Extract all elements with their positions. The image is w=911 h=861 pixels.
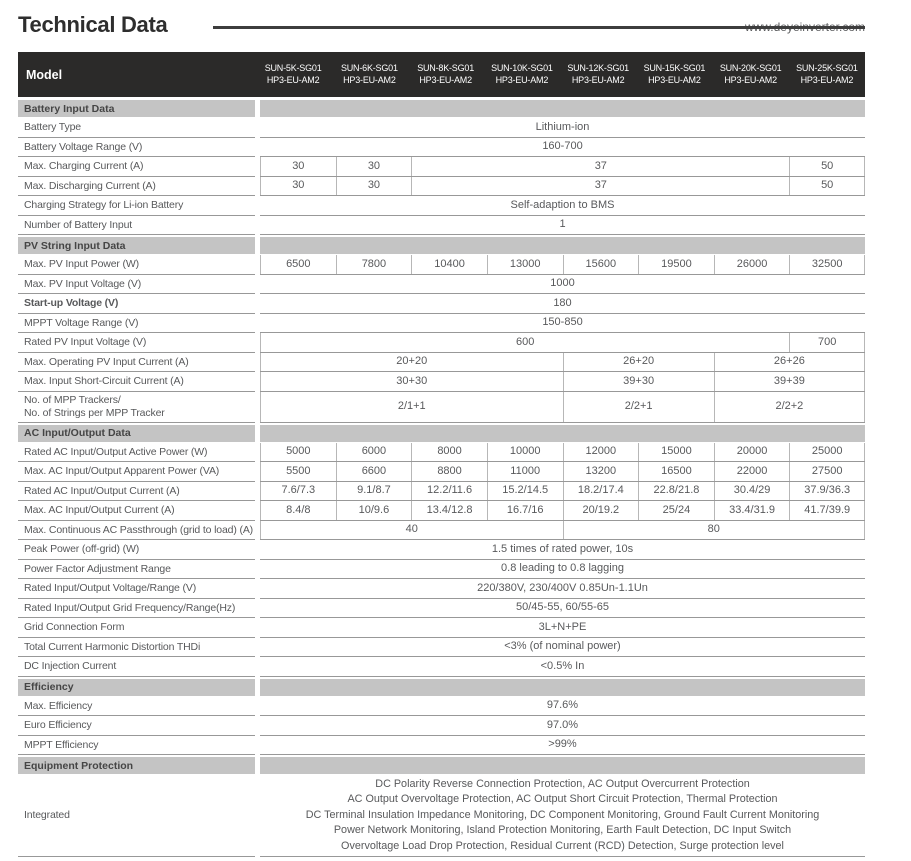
spec-cell: 30+30: [260, 372, 563, 391]
row-label-text: Battery Voltage Range (V): [24, 140, 143, 153]
spec-cell: 3L+N+PE: [538, 620, 587, 633]
row-label: [18, 775, 255, 857]
row-values: [260, 697, 865, 717]
protection-line: Overvoltage Load Drop Protection, Residual Current (RCD) Detection, Surge protection level: [341, 839, 784, 852]
spec-row: [18, 482, 865, 502]
spec-row: [18, 138, 865, 158]
spec-cell: 12.2/11.6: [411, 482, 487, 501]
model-column: [484, 52, 560, 97]
row-label: [18, 157, 255, 177]
row-label: [18, 372, 255, 392]
section-header-fill: [260, 425, 865, 442]
model-column: [789, 52, 865, 97]
spec-row: [18, 716, 865, 736]
model-column: [408, 52, 484, 97]
spec-row: [18, 657, 865, 677]
row-label-text: Max. AC Input/Output Apparent Power (VA): [24, 465, 220, 477]
row-values: [260, 482, 865, 502]
row-label: [18, 314, 255, 334]
model-name: HP3-EU-AM2: [571, 74, 625, 85]
section-title: PV String Input Data: [18, 237, 255, 254]
spec-cell: 97.6%: [546, 699, 579, 712]
spec-cell: 2/2+1: [563, 392, 714, 422]
row-values: [260, 599, 865, 619]
spec-cell: 1: [559, 218, 566, 231]
spec-cell: 12000: [563, 443, 639, 462]
spec-row: [18, 521, 865, 541]
spec-cell: 5500: [260, 462, 336, 481]
row-label: [18, 736, 255, 756]
spec-row: [18, 196, 865, 216]
row-label: [18, 579, 255, 599]
spec-cell: 15600: [563, 255, 639, 274]
model-column: [713, 52, 789, 97]
row-label-text: Rated Input/Output Grid Frequency/Range(Hz): [24, 601, 236, 614]
spec-row: [18, 333, 865, 353]
spec-cell: 6600: [336, 462, 412, 481]
section-header-row: [18, 425, 865, 442]
spec-cell: 37: [411, 177, 789, 196]
model-name: HP3-EU-AM2: [724, 74, 777, 85]
row-label-text: Max. Efficiency: [24, 699, 93, 712]
spec-cell: 26000: [714, 255, 790, 274]
spec-cell: 0.8 leading to 0.8 lagging: [501, 562, 624, 575]
row-label: [18, 138, 255, 158]
spec-row: [18, 294, 865, 314]
model-name: HP3-EU-AM2: [266, 74, 320, 85]
spec-cell: 15000: [638, 443, 714, 462]
row-values: [260, 118, 865, 138]
row-label-text: Rated AC Input/Output Active Power (W): [24, 445, 208, 458]
spec-cell: 50: [789, 177, 865, 196]
row-values: [260, 216, 865, 236]
protection-line: AC Output Overvoltage Protection, AC Output Short Circuit Protection, Thermal Protection: [347, 793, 778, 806]
title-underline: [213, 26, 865, 29]
row-values: [260, 736, 865, 756]
section-title: Efficiency: [18, 679, 255, 696]
spec-row: [18, 462, 865, 482]
row-values: [260, 775, 865, 857]
spec-cell: 10/9.6: [336, 501, 412, 520]
spec-row: [18, 443, 865, 463]
section-header-row: [18, 100, 865, 117]
row-values: [260, 618, 865, 638]
model-name: HP3-EU-AM2: [419, 74, 472, 85]
row-label-text: Power Factor Adjustment Range: [24, 562, 171, 575]
spec-cell: 26+20: [563, 353, 714, 372]
row-label: [18, 353, 255, 373]
row-label: [18, 618, 255, 638]
section-title: AC Input/Output Data: [18, 425, 255, 442]
spec-cell: 50/45-55, 60/55-65: [516, 601, 609, 614]
model-name: HP3-EU-AM2: [648, 74, 701, 85]
model-column: [255, 52, 331, 97]
spec-cell: 6500: [260, 255, 336, 274]
row-label: [18, 482, 255, 502]
spec-cell: 160-700: [542, 140, 583, 153]
row-label: [18, 540, 255, 560]
spec-cell: 16500: [638, 462, 714, 481]
spec-cell: 13200: [563, 462, 639, 481]
spec-row: [18, 216, 865, 236]
row-values: [260, 657, 865, 677]
row-values: [260, 314, 865, 334]
spec-cell: 30: [260, 157, 336, 176]
row-label: [18, 392, 255, 423]
spec-cell: 22.8/21.8: [638, 482, 714, 501]
row-label: [18, 657, 255, 677]
row-label-text: Rated AC Input/Output Current (A): [24, 484, 180, 497]
spec-cell: 32500: [789, 255, 865, 274]
row-values: [260, 443, 865, 463]
spec-cell: 30: [260, 177, 336, 196]
spec-cell: 7800: [336, 255, 412, 274]
spec-cell: 25000: [789, 443, 865, 462]
model-name: HP3-EU-AM2: [343, 74, 396, 85]
row-values: [260, 353, 865, 373]
spec-cell: 1.5 times of rated power, 10s: [491, 542, 634, 555]
row-label: [18, 255, 255, 275]
model-column: [636, 52, 712, 97]
row-label: [18, 521, 255, 541]
row-values: [260, 501, 865, 521]
protection-line: DC Terminal Insulation Impedance Monitoring, DC Component Monitoring, Ground Fault Current Monitoring: [305, 808, 820, 821]
row-label-text: Grid Connection Form: [24, 621, 125, 633]
page-title: Technical Data: [18, 12, 168, 37]
spec-cell: 10000: [487, 443, 563, 462]
spec-row: [18, 618, 865, 638]
spec-cell: [260, 775, 865, 856]
spec-cell: 1000: [550, 277, 575, 290]
technical-data-table: [18, 52, 865, 857]
row-label-text: Max. Discharging Current (A): [24, 179, 156, 192]
row-label: [18, 118, 255, 138]
section-header-fill: [260, 679, 865, 696]
row-values: [260, 716, 865, 736]
spec-cell: 700: [789, 333, 865, 352]
row-values: [260, 521, 865, 541]
row-label: [18, 275, 255, 295]
spec-cell: 18.2/17.4: [563, 482, 639, 501]
section-header-fill: [260, 757, 865, 774]
row-values: [260, 372, 865, 392]
row-label-text: Max. PV Input Voltage (V): [24, 277, 142, 290]
row-label-text: Number of Battery Input: [24, 218, 133, 231]
row-values: [260, 275, 865, 295]
spec-cell: 8.4/8: [260, 501, 336, 520]
row-label-text: Rated Input/Output Voltage/Range (V): [24, 582, 197, 594]
row-label: [18, 697, 255, 717]
spec-cell: 41.7/39.9: [789, 501, 865, 520]
spec-row: [18, 775, 865, 857]
spec-row: [18, 314, 865, 334]
row-label: [18, 177, 255, 197]
spec-row: [18, 560, 865, 580]
row-values: [260, 560, 865, 580]
spec-cell: 11000: [487, 462, 563, 481]
spec-cell: 20+20: [260, 353, 563, 372]
row-values: [260, 255, 865, 275]
spec-cell: 30.4/29: [714, 482, 790, 501]
row-label-text: Max. Continuous AC Passthrough (grid to load) (A): [24, 523, 254, 536]
row-values: [260, 540, 865, 560]
spec-cell: 10400: [411, 255, 487, 274]
spec-cell: 8000: [411, 443, 487, 462]
spec-cell: 600: [260, 333, 789, 352]
row-label-text: Max. AC Input/Output Current (A): [24, 504, 175, 516]
spec-cell: 22000: [714, 462, 790, 481]
spec-cell: 180: [553, 296, 572, 309]
spec-cell: 30: [336, 157, 412, 176]
row-label-text: Max. Operating PV Input Current (A): [24, 355, 189, 368]
spec-cell: 33.4/31.9: [714, 501, 790, 520]
model-name: HP3-EU-AM2: [800, 74, 854, 85]
row-label-text: MPPT Efficiency: [24, 738, 99, 751]
model-name: SUN-20K-SG01: [719, 63, 782, 73]
row-label: [18, 599, 255, 619]
row-label-text: No. of MPP Trackers/: [24, 394, 121, 406]
model-name: SUN-12K-SG01: [567, 63, 629, 73]
spec-cell: 5000: [260, 443, 336, 462]
row-label: [18, 196, 255, 216]
row-values: [260, 462, 865, 482]
spec-row: [18, 255, 865, 275]
model-name: SUN-6K-SG01: [340, 63, 398, 73]
row-label: [18, 501, 255, 521]
section-header-row: [18, 757, 865, 774]
spec-cell: 30: [336, 177, 412, 196]
spec-cell: 97.0%: [546, 718, 579, 731]
row-label-text: Max. Charging Current (A): [24, 160, 144, 172]
row-values: [260, 196, 865, 216]
spec-cell: 15.2/14.5: [487, 482, 563, 501]
row-label: [18, 716, 255, 736]
row-label-text: Peak Power (off-grid) (W): [24, 543, 140, 555]
section-title: Battery Input Data: [18, 100, 255, 117]
spec-cell: 37: [411, 157, 789, 176]
spec-cell: <3% (of nominal power): [504, 640, 621, 653]
spec-row: [18, 540, 865, 560]
spec-cell: 8800: [411, 462, 487, 481]
row-label-text: Battery Type: [24, 121, 81, 133]
spec-cell: 7.6/7.3: [260, 482, 336, 501]
model-name: SUN-10K-SG01: [491, 63, 553, 73]
row-label: [18, 216, 255, 236]
section-header-row: [18, 679, 865, 696]
row-values: [260, 294, 865, 314]
model-header-label: Model: [26, 67, 63, 82]
spec-row: [18, 599, 865, 619]
spec-cell: 13000: [487, 255, 563, 274]
spec-cell: 19500: [638, 255, 714, 274]
table-body: [18, 100, 865, 857]
spec-cell: 2/1+1: [260, 392, 563, 422]
row-label: [18, 333, 255, 353]
model-header-row: [18, 52, 865, 97]
model-name: SUN-5K-SG01: [264, 63, 322, 73]
row-label-text: Integrated: [24, 809, 70, 822]
row-label-text: Max. PV Input Power (W): [24, 258, 139, 270]
row-values: [260, 638, 865, 658]
section-header-row: [18, 237, 865, 254]
spec-cell: 13.4/12.8: [411, 501, 487, 520]
model-columns: [255, 52, 865, 97]
model-name: SUN-25K-SG01: [796, 63, 858, 73]
protection-line: Power Network Monitoring, Island Protection Monitoring, Earth Fault Detection, DC Input Switch: [333, 824, 792, 837]
model-name: HP3-EU-AM2: [495, 74, 549, 85]
row-values: [260, 138, 865, 158]
row-label-text: Max. Input Short-Circuit Current (A): [24, 375, 184, 387]
spec-cell: 39+30: [563, 372, 714, 391]
spec-cell: 2/2+2: [714, 392, 865, 422]
spec-row: [18, 392, 865, 423]
row-label: [18, 560, 255, 580]
row-values: [260, 579, 865, 599]
spec-row: [18, 736, 865, 756]
row-values: [260, 333, 865, 353]
row-label: [18, 638, 255, 658]
row-label-text: MPPT Voltage Range (V): [24, 316, 139, 329]
row-label-text: DC Injection Current: [24, 660, 117, 672]
spec-row: [18, 118, 865, 138]
spec-row: [18, 372, 865, 392]
row-label-text: Euro Efficiency: [24, 719, 92, 731]
spec-cell: 16.7/16: [487, 501, 563, 520]
row-values: [260, 392, 865, 423]
model-column: [560, 52, 636, 97]
spec-cell: 20/19.2: [563, 501, 639, 520]
row-values: [260, 177, 865, 197]
spec-cell: 39+39: [714, 372, 865, 391]
spec-cell: 37.9/36.3: [789, 482, 865, 501]
spec-cell: <0.5% In: [540, 659, 585, 672]
spec-cell: 40: [260, 521, 563, 540]
row-label-text: No. of Strings per MPP Tracker: [24, 406, 165, 419]
spec-cell: 6000: [336, 443, 412, 462]
row-label-text: Charging Strategy for Li-ion Battery: [24, 199, 184, 211]
spec-cell: 80: [563, 521, 866, 540]
section-header-fill: [260, 237, 865, 254]
spec-row: [18, 579, 865, 599]
section-header-fill: [260, 100, 865, 117]
spec-row: [18, 501, 865, 521]
spec-row: [18, 177, 865, 197]
spec-cell: Lithium-ion: [535, 120, 590, 133]
spec-cell: Self-adaption to BMS: [510, 198, 615, 211]
spec-cell: 50: [789, 157, 865, 176]
spec-cell: 20000: [714, 443, 790, 462]
row-values: [260, 157, 865, 177]
row-label-text: Total Current Harmonic Distortion THDi: [24, 640, 201, 653]
model-name: SUN-15K-SG01: [643, 63, 706, 73]
spec-row: [18, 275, 865, 295]
row-label: [18, 294, 255, 314]
row-label: [18, 443, 255, 463]
spec-cell: 150-850: [542, 316, 583, 329]
model-name: SUN-8K-SG01: [417, 63, 475, 73]
spec-cell: 26+26: [714, 353, 865, 372]
spec-row: [18, 353, 865, 373]
row-label: [18, 462, 255, 482]
section-title: Equipment Protection: [18, 757, 255, 774]
spec-cell: 9.1/8.7: [336, 482, 412, 501]
model-column: [331, 52, 407, 97]
spec-row: [18, 157, 865, 177]
spec-row: [18, 638, 865, 658]
spec-cell: >99%: [548, 738, 577, 751]
spec-cell: 25/24: [638, 501, 714, 520]
row-label-text: Rated PV Input Voltage (V): [24, 336, 147, 348]
spec-cell: 27500: [789, 462, 865, 481]
row-label-text: Start-up Voltage (V): [24, 297, 119, 309]
spec-cell: 220/380V, 230/400V 0.85Un-1.1Un: [477, 581, 648, 594]
protection-line: DC Polarity Reverse Connection Protection, AC Output Overcurrent Protection: [375, 777, 750, 790]
spec-row: [18, 697, 865, 717]
